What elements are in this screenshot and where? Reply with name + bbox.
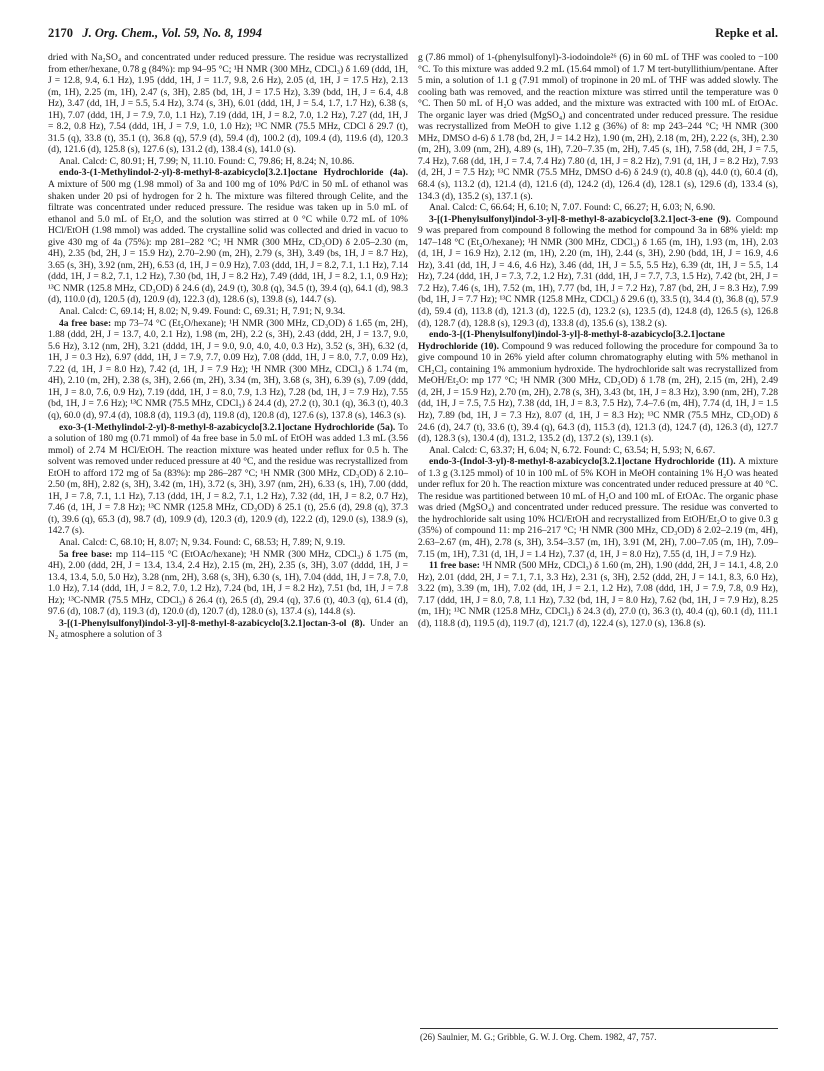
paragraph <box>48 52 408 156</box>
journal-citation: J. Org. Chem., Vol. 59, No. 8, 1994 <box>82 26 262 40</box>
paragraph-text: To a solution of 180 mg (0.71 mmol) of 4a free base in 5.0 mL of EtOH was added 1.3 mL (3.56 mmol) of 2.74 M HCl/EtOH. The reaction mixture was heated under reflux for 0.5 h. The solvent was removed under reduced pressure at 40 °C, and the residue was recrystallized from EtOH to afford 172 mg of 5a (83%): mp 286–287 °C; ¹H NMR (300 MHz, CD₃OD) δ 2.10–2.50 (m, 8H), 2.82 (s, 3H), 3.42 (m, 1H), 3.72 (s, 3H), 3.97 (nm, 2H), 6.33 (s, 1H), 7.00 (ddd, 1H, J = 7.8, 7.1, 1.1 Hz), 7.13 (ddd, 1H, J = 8.2, 7.1, 1.2 Hz), 7.32 (dd, 1H, J = 8.2, 0.7 Hz), 7.46 (d, 1H, J = 7.8 Hz); ¹³C NMR (125.8 MHz, CD₃OD) δ 25.1 (t), 25.6 (d), 29.8 (q), 37.3 (t), 39.6 (q), 65.3 (d), 98.7 (d), 109.9 (d), 120.3 (d), 120.9 (d), 122.2 (d), 129.0 (s), 138.9 (s), 142.7 (s). <box>48 421 409 537</box>
header-left <box>48 26 262 41</box>
paragraph <box>48 318 408 422</box>
paragraph <box>48 537 408 549</box>
paragraph <box>418 560 778 629</box>
paragraph-text: dried with Na₂SO₄ and concentrated under reduced pressure. The residue was recrystallized from ether/hexane, 0.78 g (84%): mp 94–95 °C; ¹H NMR (300 MHz, CDCl₃) δ 1.69 (ddd, 1H, J = 12.8, 9.4, 6.1 Hz), 1.95 (ddd, 1H, J = 11.7, 9.8, 2.6 Hz), 2.05 (d, 1H, J = 17.5 Hz), 2.13 (m, 1H), 2.25 (m, 1H), 2.47 (s, 3H), 2.85 (bd, 1H, J = 17.5 Hz), 3.39 (bdd, 1H, J = 6.4, 4.8 Hz), 3.47 (dd, 1H, J = 5.5, 5.4 Hz), 3.74 (s, 3H), 6.01 (ddd, 1H, J = 5.4, 1.7, 1.7 Hz), 6.38 (s, 1H), 7.07 (ddd, 1H, J = 7.9, 7.0, 1.1 Hz), 7.19 (ddd, 1H, J = 8.2, 7.0, 1.2 Hz), 7.27 (dd, 1H, J = 8.2, 0.8 Hz), 7.54 (ddd, 1H, J = 7.9, 1.0, 1.0 Hz); ¹³C NMR (75.5 MHz, CDCl δ 29.7 (t), 31.5 (q), 33.8 (t), 35.1 (t), 36.8 (q), 57.9 (d), 59.4 (d), 100.2 (d), 109.4 (d), 119.6 (d), 120.3 (d), 121.6 (d), 125.8 (s), 127.6 (s), 131.2 (d), 138.4 (s), 141.0 (s). <box>48 52 408 156</box>
paragraph-text: A mixture of 1.3 g (3.125 mmol) of 10 in 100 mL of 5% KOH in MeOH containing 1% H₂O was heated under reflux for 20 h. The reaction mixture was concentrated under reduced pressure at 40 °C. The residue was partitioned between 10 mL of H₂O and 100 mL of EtOAc. The organic phase was dried (MgSO₄) and concentrated under reduced pressure. The residue was converted to the hydrochloride salt using 10% HCl/EtOH and recrystallized from EtOH/Et₂O to give 0.3 g (35%) of compound 11: mp 216–217 °C; ¹H NMR (300 MHz, CD₃OD) δ 2.02–2.19 (m, 4H), 2.63–2.67 (m, 4H), 2.78 (s, 3H), 3.54–3.57 (m, 1H), 3.91 (M, 2H), 7.00–7.05 (m, 1H), 7.09–7.15 (m, 1H), 7.31 (d, 1H, J = 1.4 Hz), 7.37 (d, 1H, J = 8.0 Hz), 7.55 (d, 1H, J = 7.9 Hz). <box>418 456 778 560</box>
paragraph <box>418 52 778 202</box>
footnote: (26) Saulnier, M. G.; Gribble, G. W. J. Org. Chem. 1982, 47, 757. <box>420 1032 657 1042</box>
paragraph-text: Anal. Calcd: C, 80.91; H, 7.99; N, 11.10. Found: C, 79.86; H, 8.24; N, 10.86. <box>59 155 355 167</box>
paragraph <box>418 445 778 457</box>
compound-title: 3-[(1-Phenylsulfonyl)indol-3-yl]-8-methyl-8-azabicyclo[3.2.1]octan-3-ol (8). <box>59 617 365 629</box>
page-number: 2170 <box>48 26 73 40</box>
paragraph <box>418 456 778 560</box>
paragraph-text: Anal. Calcd: C, 66.64; H, 6.10; N, 7.07. Found: C, 66.27; H, 6.03; N, 6.90. <box>429 202 716 214</box>
right-column <box>418 52 778 629</box>
paragraph <box>418 329 778 444</box>
paragraph-text: Under an N₂ atmosphere a solution of 3 <box>48 617 408 641</box>
compound-title: 4a free base: <box>59 317 112 329</box>
paragraph-text: A mixture of 500 mg (1.98 mmol) of 3a and 100 mg of 10% Pd/C in 50 mL of ethanol was shaken under 20 psi of hydrogen for 2 h. The mixture was filtered through Celite, and the filtrate was concentrated under reduced pressure. The residue was taken up in 5.0 mL of ethanol and 5.0 mL of Et₂O, and the solution was stirred at 0 °C while 0.72 mL of 10% HCl/EtOH (1.98 mmol) was added. The crystalline solid was collected and dried in vacuo to give 430 mg of 4a (75%): mp 281–282 °C; ¹H NMR (300 MHz, CD₃OD) δ 2.05–2.30 (m, 4H), 2.35 (bd, 2H, J = 15.9 Hz), 2.70–2.90 (m, 2H), 2.79 (s, 3H), 3.49 (bs, 1H, J = 8.7 Hz), 3.65 (s, 3H), 3.92 (nm, 2H), 6.53 (d, 1H, J = 0.9 Hz), 7.03 (ddd, 1H, J = 8.2, 7.1, 1.1 Hz), 7.14 (ddd, 1H, J = 8.2, 7.1, 1.2 Hz), 7.30 (bd, 1H, J = 8.2 Hz), 7.49 (ddd, 1H, J = 8.2, 1.1, 0.9 Hz); ¹³C NMR (125.8 MHz, CD₃OD) δ 24.6 (d), 24.9 (t), 30.8 (q), 34.5 (t), 39.4 (q), 64.1 (d), 98.3 (d), 110.0 (d), 120.5 (d), 120.9 (d), 122.3 (d), 128.6 (s), 139.8 (s), 144.7 (s). <box>48 179 408 306</box>
paragraph-text: Anal. Calcd: C, 63.37; H, 6.04; N, 6.72. Found: C, 63.54; H, 5.93; N, 6.67. <box>429 444 716 456</box>
paragraph-text: ¹H NMR (500 MHz, CDCl₃) δ 1.60 (m, 2H), 1.90 (ddd, 2H, J = 14.1, 4.8, 2.0 Hz), 2.01 (ddd, 2H, J = 7.1, 7.1, 3.3 Hz), 2.31 (s, 3H), 2.52 (ddd, 2H, J = 14.1, 8.3, 6.0 Hz), 3.22 (m), 3.39 (m, 1H), 7.02 (dd, 1H, J = 2.1, 1.2 Hz), 7.08 (ddd, 1H, J = 7.9, 7.8, 0.9 Hz), 7.17 (ddd, 1H, J = 8.0, 7.8, 1.1 Hz), 7.32 (bd, 1H, J = 8.0 Hz), 7.62 (bd, 1H, J = 7.9 Hz), 8.25 (m, 1H); ¹³C NMR (125.8 MHz, CDCl₃) δ 24.3 (d), 27.0 (t), 36.3 (t), 40.4 (q), 60.1 (d), 111.1 (d), 118.8 (d), 119.5 (d), 119.7 (d), 121.7 (d), 122.4 (s), 127.0 (s), 136.8 (s). <box>418 560 778 629</box>
left-column <box>48 52 408 641</box>
compound-title: 3-[(1-Phenylsulfonyl)indol-3-yl]-8-methyl-8-azabicyclo[3.2.1]oct-3-ene (9). <box>429 213 731 225</box>
paragraph-text: Anal. Calcd: C, 69.14; H, 8.02; N, 9.49. Found: C, 69.31; H, 7.91; N, 9.34. <box>59 306 346 318</box>
footnote-divider <box>420 1028 778 1029</box>
paragraph <box>418 202 778 214</box>
compound-title: endo-3-(1-Methylindol-2-yl)-8-methyl-8-azabicyclo[3.2.1]octane Hydrochloride (4a). <box>59 167 408 179</box>
compound-title: endo-3-[(1-Phenylsulfonyl)indol-3-yl]-8-methyl-8-azabicyclo[3.2.1]octane Hydrochloride (10). <box>418 329 725 352</box>
paragraph <box>418 214 778 329</box>
paragraph-text: Anal. Calcd: C, 68.10; H, 8.07; N, 9.34. Found: C, 68.53; H, 7.89; N, 9.19. <box>59 536 346 548</box>
compound-title: 5a free base: <box>59 548 113 560</box>
paragraph <box>48 156 408 168</box>
paragraph <box>48 422 408 537</box>
paragraph <box>48 167 408 306</box>
compound-title: endo-3-(Indol-3-yl)-8-methyl-8-azabicyclo[3.2.1]octane Hydrochloride (11). <box>429 456 736 468</box>
header-author: Repke et al. <box>715 26 778 40</box>
paragraph <box>48 618 408 641</box>
paragraph-text: Compound 9 was prepared from compound 8 following the method for compound 3a in 68% yield: mp 147–148 °C (Et₂O/hexane); ¹H NMR (300 MHz, CDCl₃) δ 1.65 (m, 1H), 1.93 (m, 1H), 2.03 (d, 1H, J = 16.9 Hz), 2.12 (m, 1H), 2.20 (m, 1H), 2.44 (s, 3H), 2.90 (bdd, 1H, J = 16.9, 4.6 Hz), 3.41 (dd, 1H, J = 4.6, 4.6 Hz), 3.46 (dd, 1H, J = 5.5, 5.5 Hz), 6.39 (dt, 1H, J = 5.5, 1.4 Hz), 7.24 (ddd, 1H, J = 7.3, 7.2, 1.2 Hz), 7.31 (ddd, 1H, J = 7.7, 7.3, 1.5 Hz), 7.42 (bt, 2H, J = 7.2 Hz), 7.46 (s, 1H), 7.52 (m, 1H), 7.77 (bd, 1H, J = 7.2 Hz), 7.87 (bd, 2H, J = 8.3 Hz), 7.99 (bd, 1H, J = 7.7 Hz); ¹³C NMR (125.8 MHz, CDCl₃) δ 29.6 (t), 33.5 (t), 34.4 (t), 36.8 (q), 57.9 (d), 59.4 (d), 113.8 (d), 121.3 (d), 122.5 (d), 123.2 (s), 123.5 (d), 124.8 (d), 126.5 (s), 126.8 (d), 128.7 (d), 128.8 (s), 129.3 (d), 133.8 (d), 135.6 (s), 138.2 (s). <box>418 213 778 329</box>
paragraph-text: mp 73–74 °C (Et₂O/hexane); ¹H NMR (300 MHz, CD₃OD) δ 1.65 (m, 2H), 1.88 (ddd, 2H, J = 13.7, 4.0, 2.1 Hz), 1.98 (m, 2H), 2.2 (s, 3H), 2.43 (ddd, 2H, J = 13.7, 9.0, 5.6 Hz), 3.12 (nm, 2H), 3.21 (dddd, 1H, J = 9.0, 9.0, 4.0, 4.0, 0.3 Hz), 3.52 (s, 3H), 6.32 (d, 1H, J = 0.3 Hz), 6.97 (ddd, 1H, J = 7.9, 7.7, 0.09 Hz), 7.08 (ddd, 1H, J = 8.0, 7.7, 0.09 Hz), 7.22 (d, 1H, J = 8.0 Hz), 7.42 (d, 1H, J = 7.9 Hz); ¹H NMR (300 MHz, CDCl₃) δ 1.74 (m, 4H), 2.10 (m, 2H), 2.38 (s, 3H), 2.66 (m, 2H), 3.34 (m, 3H), 3.68 (s, 3H), 6.39 (s), 7.09 (ddd, 1H, J = 8.0, 7.6, 0.9 Hz), 7.19 (ddd, 1H, J = 8.0, 7.9, 1.3 Hz), 7.28 (bd, 1H, J = 7.9 Hz), 7.55 (bd, 1H, J = 7.6 Hz); ¹³C NMR (75.5 MHz, CDCl₃) δ 24.4 (d), 27.2 (t), 30.1 (q), 36.3 (t), 40.3 (q), 60.0 (d), 97.4 (d), 108.8 (d), 119.3 (d), 119.8 (d), 120.8 (d), 127.6 (s), 137.8 (s), 146.3 (s). <box>48 317 408 421</box>
paragraph <box>48 549 408 618</box>
paragraph <box>48 306 408 318</box>
paragraph-text: mp 114–115 °C (EtOAc/hexane); ¹H NMR (300 MHz, CDCl₃) δ 1.75 (m, 4H), 2.00 (ddd, 2H, J = 13.4, 13.4, 2.4 Hz), 2.15 (m, 2H), 2.35 (s, 3H), 3.07 (dddd, 1H, J = 13.4, 13.4, 5.0, 5.0 Hz), 3.28 (nm, 2H), 3.68 (s, 3H), 6.30 (s, 1H), 7.04 (ddd, 1H, J = 7.8, 7.0, 1.0 Hz), 7.14 (ddd, 1H, J = 8.2, 7.0, 1.2 Hz), 7.24 (bd, 1H, J = 8.2 Hz), 7.51 (bd, 1H, J = 7.8 Hz); ¹³C-NMR (75.5 MHz, CDCl₃) δ 26.4 (t), 26.5 (d), 29.4 (q), 37.6 (t), 40.3 (q), 61.4 (d), 97.6 (d), 108.7 (d), 119.3 (d), 120.0 (d), 120.7 (d), 128.0 (s), 137.4 (s), 144.8 (s). <box>48 548 408 618</box>
paragraph-text: g (7.86 mmol) of 1-(phenylsulfonyl)-3-iodoindole²⁶ (6) in 60 mL of THF was cooled to −100 °C. To this mixture was added 9.2 mL (15.64 mmol) of 1.7 M tert-butyllithium/pentane. After 5 min, a solution of 1.1 g (7.91 mmol) of tropinone in 20 mL of THF was added slowly. The cooling bath was removed, and the reaction mixture was stirred until the temperature was 0 °C. Then 50 mL of H₂O was added, and the mixture was extracted with 100 mL of EtOAc. The organic layer was dried (MgSO₄) and concentrated under reduced pressure. The residue was recrystallized from MeOH to give 1.12 g (36%) of 8: mp 243–244 °C; ¹H NMR (300 MHz, DMSO d-6) δ 1.78 (bd, 2H, J = 14.2 Hz), 1.90 (m, 2H), 2.18 (m, 2H), 2.22 (s, 3H), 2.30 (m, 2H), 3.09 (nm, 2H), 4.89 (s, 1H), 7.20–7.35 (m, 2H), 7.45 (s, 1H), 7.58 (dd, 2H, J = 7.5, 7.4 Hz), 7.68 (dd, 1H, J = 7.4, 7.4 Hz) 7.80 (d, 1H, J = 8.2 Hz), 7.91 (d, 1H, J = 8.2 Hz), 7.93 (d, 2H, J = 7.5 Hz); ¹³C NMR (75.5 MHz, DMSO d-6) δ 24.9 (t), 40.8 (q), 44.0 (t), 60.4 (d), 68.4 (s), 113.2 (d), 121.4 (d), 121.6 (d), 124.2 (d), 126.4 (d), 128.1 (s), 129.6 (d), 133.4 (s), 134.3 (d), 135.2 (s), 137.1 (s). <box>418 52 778 202</box>
page-header <box>48 26 778 44</box>
paragraph-text: Compound 9 was reduced following the procedure for compound 3a to give compound 10 in 26% yield after column chromatography eluting with 5% methanol in CH₂Cl₂ containing 1% ammonium hydroxide. The hydrochloride salt was recrystallized from MeOH/Et₂O: mp 177 °C; ¹H NMR (300 MHz, CD₃OD) δ 1.78 (m, 2H), 2.15 (m, 2H), 2.49 (d, 2H, J = 15.9 Hz), 2.70 (m, 2H), 2.78 (s, 3H), 3.43 (bt, 1H, J = 8.3 Hz), 3.90 (nm, 2H), 7.28 (dd, 1H, J = 7.5, 7.5 Hz), 7.38 (dd, 1H, J = 8.3, 7.5 Hz), 7.4–7.6 (m, 4H), 7.74 (d, 1H, J = 1.5 Hz), 7.89 (bd, 1H, J = 7.3 Hz), 8.07 (d, 1H, J = 8.3 Hz); ¹³C NMR (75.5 MHz, CD₃OD) δ 24.6 (d), 24.7 (t), 33.6 (t), 39.4 (q), 64.3 (d), 115.3 (d), 121.3 (d), 124.7 (d), 126.3 (d), 127.7 (d), 128.3 (s), 130.4 (d), 131.2, 135.2 (d), 137.2 (s), 139.1 (s). <box>418 340 778 445</box>
compound-title: 11 free base: <box>429 560 480 572</box>
compound-title: exo-3-(1-Methylindol-2-yl)-8-methyl-8-azabicyclo[3.2.1]octane Hydrochloride (5a). <box>59 421 396 433</box>
